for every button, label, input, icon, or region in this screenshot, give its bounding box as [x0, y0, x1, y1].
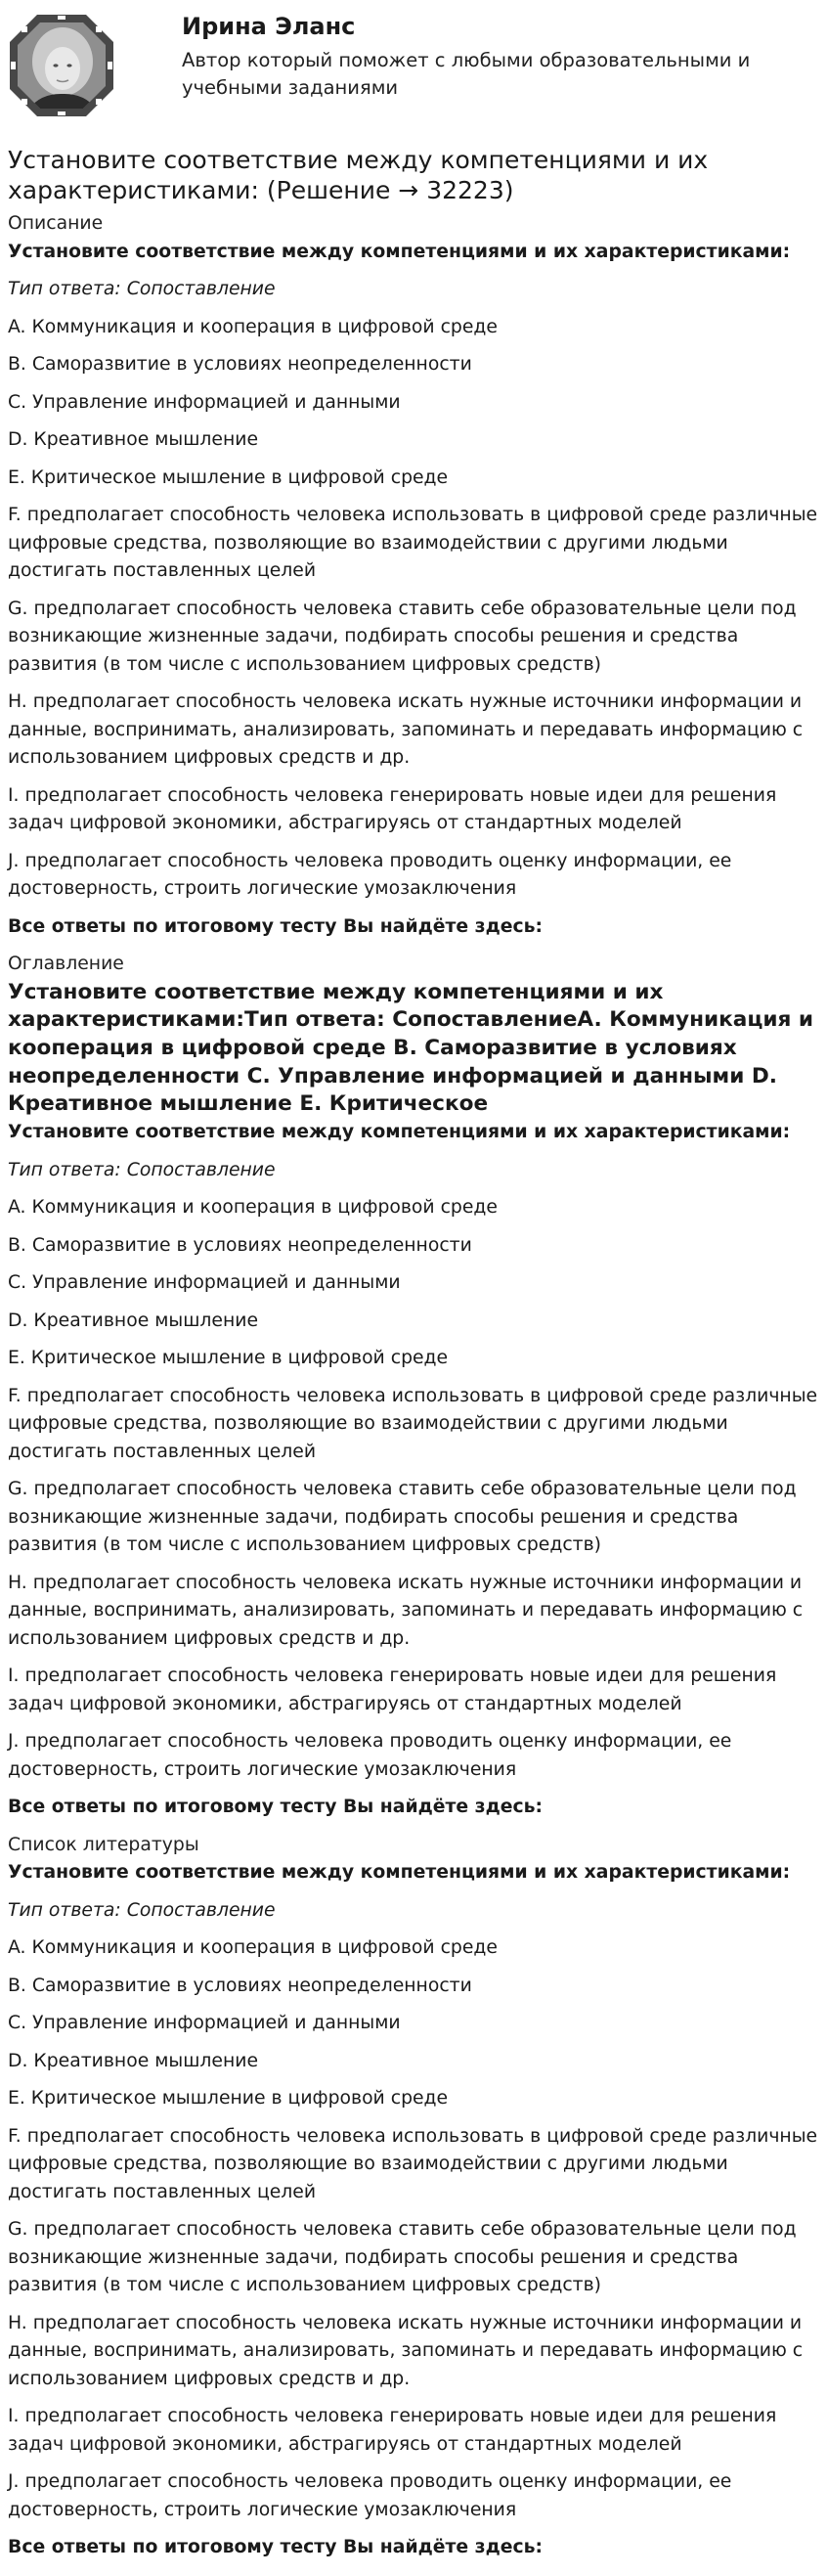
section-label: Оглавление: [8, 954, 124, 974]
match-item-d: D. Креативное мышление: [8, 429, 259, 450]
question-heading: Установите соответствие между компетенциями и их характеристиками:: [8, 1862, 791, 1884]
match-item-a: A. Коммуникация и кооперация в цифровой среде: [8, 1937, 498, 1959]
answer-type: Тип ответа: Сопоставление: [8, 1159, 276, 1180]
author-description: Автор который поможет с любыми образовательными и учебными заданиями: [182, 49, 751, 99]
match-item-g: G. предполагает способность человека ставить себе образовательные цели под возникающие жизненные задачи, подбирать способы решения и средства развития (в том числе с использованием цифровых средств): [8, 2219, 797, 2296]
match-item-a: A. Коммуникация и кооперация в цифровой среде: [8, 1197, 498, 1219]
match-item-e: E. Критическое мышление в цифровой среде: [8, 1348, 449, 1369]
question-heading: Установите соответствие между компетенциями и их характеристиками:: [8, 1122, 791, 1143]
question-block: [8, 1859, 822, 2562]
match-item-d: D. Креативное мышление: [8, 1310, 259, 1331]
match-item-e: E. Критическое мышление в цифровой среде: [8, 466, 449, 488]
author-avatar[interactable]: [8, 13, 115, 118]
match-item-g: G. предполагает способность человека ставить себе образовательные цели под возникающие жизненные задачи, подбирать способы решения и средства развития (в том числе с использованием цифровых средств): [8, 598, 797, 675]
answers-link-text: Все ответы по итоговому тесту Вы найдёте здесь:: [8, 915, 544, 937]
match-item-c: C. Управление информацией и данными: [8, 391, 401, 413]
match-item-i: I. предполагает способность человека генерировать новые идеи для решения задач цифровой экономики, абстрагируясь от стандартных моделей: [8, 784, 777, 833]
section-label: Список литературы: [8, 1834, 199, 1855]
match-item-a: A. Коммуникация и кооперация в цифровой среде: [8, 316, 498, 337]
match-item-h: H. предполагает способность человека искать нужные источники информации и данные, воспринимать, анализировать, запоминать и передавать информацию с использованием цифровых средств и др.: [8, 1572, 804, 1649]
toc-entry-link[interactable]: Установите соответствие между компетенциями и их характеристиками:Тип ответа: СопоставлениеA. Коммуникация и кооперация в цифровой среде B. Саморазвитие в условиях неопределенности C. Управление информацией и данными D. Креативное мышление E. Критическое: [8, 979, 813, 1117]
question-heading: Установите соответствие между компетенциями и их характеристиками:: [8, 241, 791, 262]
author-photo-icon: [8, 13, 115, 118]
match-item-e: E. Критическое мышление в цифровой среде: [8, 2088, 449, 2110]
question-block: [8, 239, 822, 942]
match-item-j: J. предполагает способность человека проводить оценку информации, ее достоверность, строить логические умозаключения: [8, 2471, 732, 2520]
section-table-of-contents: [8, 951, 822, 1822]
section-label: Описание: [8, 213, 104, 234]
match-item-j: J. предполагает способность человека проводить оценку информации, ее достоверность, строить логические умозаключения: [8, 1731, 732, 1780]
match-item-i: I. предполагает способность человека генерировать новые идеи для решения задач цифровой экономики, абстрагируясь от стандартных моделей: [8, 1666, 777, 1714]
section-description: [8, 210, 822, 941]
portrait-face: [45, 47, 80, 90]
match-item-d: D. Креативное мышление: [8, 2050, 259, 2071]
match-item-h: H. предполагает способность человека искать нужные источники информации и данные, воспринимать, анализировать, запоминать и передавать информацию с использованием цифровых средств и др.: [8, 2312, 804, 2389]
match-item-b: B. Саморазвитие в условиях неопределенности: [8, 1975, 472, 1996]
match-item-b: B. Саморазвитие в условиях неопределенности: [8, 1234, 472, 1256]
author-header: [8, 0, 822, 119]
match-item-g: G. предполагает способность человека ставить себе образовательные цели под возникающие жизненные задачи, подбирать способы решения и средства развития (в том числе с использованием цифровых средств): [8, 1479, 797, 1556]
match-item-b: B. Саморазвитие в условиях неопределенности: [8, 354, 472, 375]
match-item-f: F. предполагает способность человека использовать в цифровой среде различные цифровые средства, позволяющие во взаимодействии с другими людьми достигать поставленных целей: [8, 1385, 818, 1462]
answers-link-text: Все ответы по итоговому тесту Вы найдёте здесь:: [8, 1797, 544, 1818]
match-item-i: I. предполагает способность человека генерировать новые идеи для решения задач цифровой экономики, абстрагируясь от стандартных моделей: [8, 2406, 777, 2455]
question-block: [8, 1119, 822, 1822]
match-item-c: C. Управление информацией и данными: [8, 1272, 401, 1294]
match-item-f: F. предполагает способность человека использовать в цифровой среде различные цифровые средства, позволяющие во взаимодействии с другими людьми достигать поставленных целей: [8, 2125, 818, 2202]
page-title: Установите соответствие между компетенциями и их характеристиками: (Решение → 32223): [8, 146, 709, 204]
section-references: [8, 1832, 822, 2562]
match-item-h: H. предполагает способность человека искать нужные источники информации и данные, воспринимать, анализировать, запоминать и передавать информацию с использованием цифровых средств и др.: [8, 691, 804, 768]
match-item-c: C. Управление информацией и данными: [8, 2013, 401, 2034]
match-item-j: J. предполагает способность человека проводить оценку информации, ее достоверность, строить логические умозаключения: [8, 850, 732, 899]
author-name[interactable]: Ирина Эланс: [182, 13, 356, 40]
answer-type: Тип ответа: Сопоставление: [8, 279, 276, 299]
match-item-f: F. предполагает способность человека использовать в цифровой среде различные цифровые средства, позволяющие во взаимодействии с другими людьми достигать поставленных целей: [8, 505, 818, 581]
answer-type: Тип ответа: Сопоставление: [8, 1899, 276, 1921]
answers-link-text: Все ответы по итоговому тесту Вы найдёте здесь:: [8, 2537, 544, 2558]
